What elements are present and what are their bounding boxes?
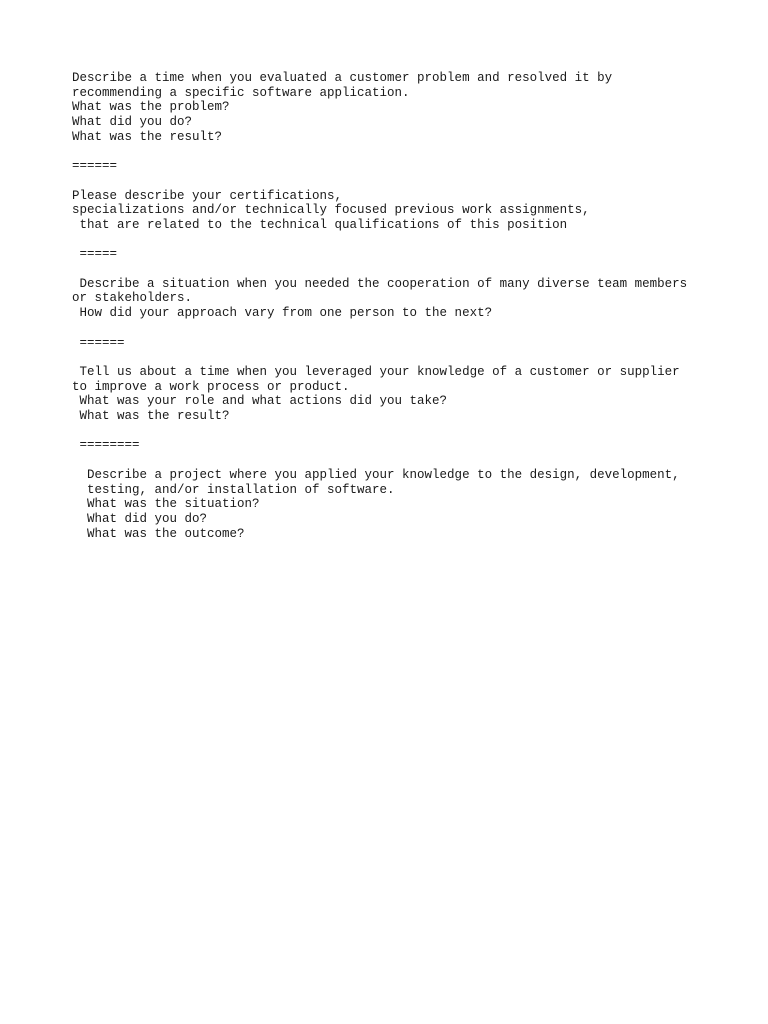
blank-line bbox=[72, 262, 712, 277]
blank-line bbox=[72, 350, 712, 365]
text-line: that are related to the technical qualifications of this position bbox=[72, 218, 568, 232]
blank-line bbox=[72, 145, 712, 160]
text-line: What was your role and what actions did you take? bbox=[72, 394, 448, 409]
blank-line bbox=[72, 233, 712, 248]
separator-line: ====== bbox=[72, 159, 118, 174]
text-line: What was the result? bbox=[72, 409, 230, 424]
separator-line: ====== bbox=[72, 335, 125, 350]
text-line: What was the problem? bbox=[72, 100, 230, 115]
text-line: specializations and/or technically focused previous work assignments, bbox=[72, 203, 590, 218]
text-line: What did you do? bbox=[72, 511, 208, 526]
text-line: Describe a project where you applied your knowledge to the design, development, bbox=[72, 467, 680, 482]
text-line: to improve a work process or product. bbox=[72, 379, 350, 394]
text-line: Please describe your certifications, bbox=[72, 188, 343, 203]
text-line: testing, and/or installation of software. bbox=[72, 482, 395, 497]
separator-line: ===== bbox=[72, 247, 118, 262]
text-line: How did your approach vary from one person to the next? bbox=[72, 306, 493, 321]
blank-line bbox=[72, 453, 712, 468]
text-line: What was the result? bbox=[72, 129, 223, 144]
text-line: Describe a situation when you needed the cooperation of many diverse team members bbox=[72, 276, 688, 291]
text-line: Describe a time when you evaluated a customer problem and resolved it by bbox=[72, 71, 613, 85]
separator-line: ======== bbox=[72, 438, 140, 453]
text-line: or stakeholders. bbox=[72, 291, 193, 306]
text-line: What was the outcome? bbox=[72, 526, 245, 541]
blank-line bbox=[72, 174, 712, 189]
text-line: Tell us about a time when you leveraged your knowledge of a customer or supplier bbox=[72, 364, 680, 379]
blank-line bbox=[72, 424, 712, 439]
text-line: recommending a specific software application. bbox=[72, 85, 410, 100]
text-line: What was the situation? bbox=[72, 497, 260, 512]
text-line: What did you do? bbox=[72, 115, 193, 130]
blank-line bbox=[72, 321, 712, 336]
document-text bbox=[72, 71, 712, 541]
